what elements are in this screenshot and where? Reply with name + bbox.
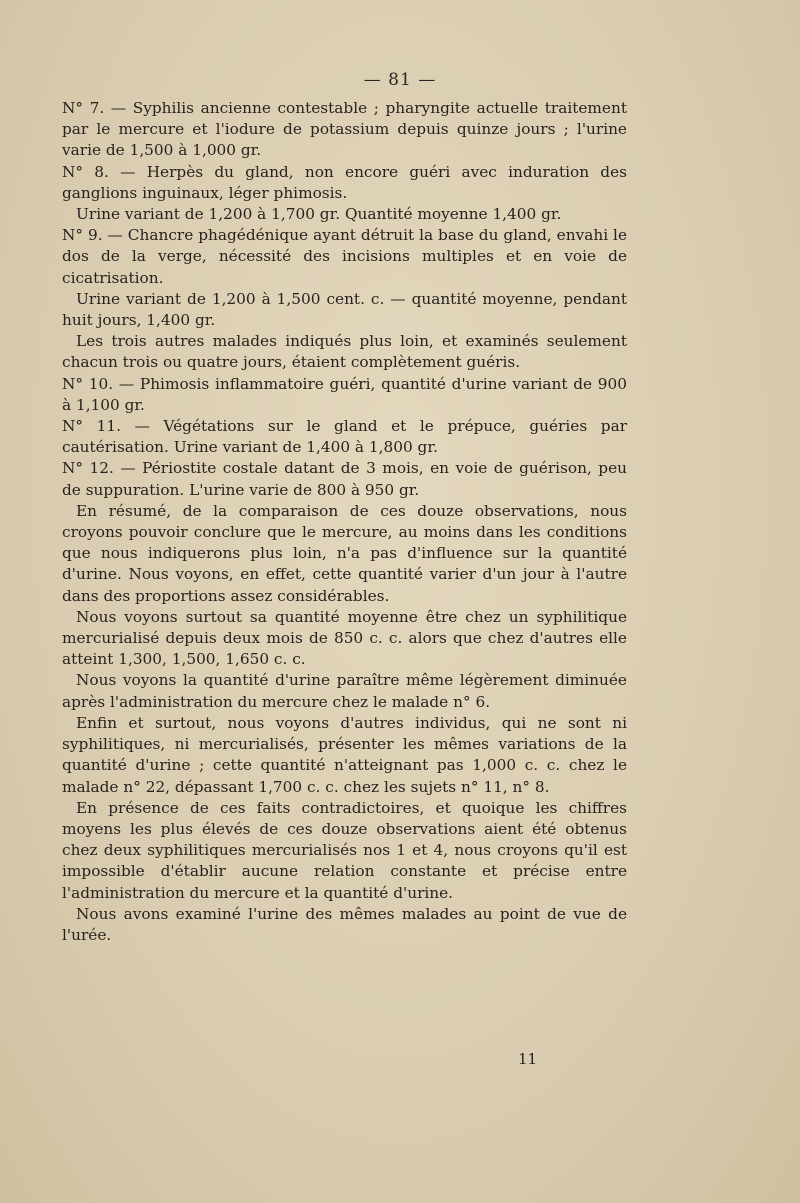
paragraph: Nous voyons la quantité d'urine paraître même légèrement diminuée après l'administration du mercure chez le malade n° 6.	[62, 671, 627, 711]
paragraph: N° 7. — Syphilis ancienne contestable ; pharyngite actuelle traitement par le mercure et l'iodure de potassium depuis quinze jours ; l'urine varie de 1,500 à 1,000 gr.	[62, 99, 627, 160]
paragraph: N° 12. — Périostite costale datant de 3 mois, en voie de guérison, peu de suppuration. L'urine varie de 800 à 950 gr.	[62, 459, 627, 499]
paragraph: N° 11. — Végétations sur le gland et le prépuce, guéries par cautérisation. Urine variant de 1,400 à 1,800 gr.	[62, 417, 627, 457]
paragraph: N° 9. — Chancre phagédénique ayant détruit la base du gland, envahi le dos de la verge, nécessité des incisions multiples et en voie de cicatrisation.	[62, 226, 627, 287]
body-text	[62, 98, 627, 946]
paragraph: Urine variant de 1,200 à 1,500 cent. c. — quantité moyenne, pendant huit jours, 1,400 gr.	[62, 289, 627, 330]
paragraph: Nous voyons surtout sa quantité moyenne être chez un syphilitique mercurialisé depuis deux mois de 850 c. c. alors que chez d'autres elle atteint 1,300, 1,500, 1,650 c. c.	[62, 607, 627, 669]
paragraph: Enfin et surtout, nous voyons d'autres individus, qui ne sont ni syphilitiques, ni mercurialisés, présenter les mêmes variations de la quantité d'urine ; cette quantité n'atteignant pas 1,000 c. c. chez le malade n° 22, dépassant 1,700 c. c. chez les sujets n° 11, n° 8.	[62, 713, 627, 796]
paragraph: En résumé, de la comparaison de ces douze observations, nous croyons pouvoir conclure que le mercure, au moins dans les conditions que nous indiquerons plus loin, n'a pas d'influence sur la quantité d'urine. Nous voyons, en effet, cette quantité varier d'un jour à l'autre dans des proportions assez considérables.	[62, 501, 627, 605]
paragraph: N° 8. — Herpès du gland, non encore guéri avec induration des ganglions inguinaux, léger phimosis.	[62, 162, 627, 202]
paragraph: Nous avons examiné l'urine des mêmes malades au point de vue de l'urée.	[62, 904, 627, 944]
signature-mark: 11	[518, 1050, 538, 1068]
page-number: — 81 —	[363, 70, 437, 90]
paragraph: Urine variant de 1,200 à 1,700 gr. Quantité moyenne 1,400 gr.	[76, 205, 562, 224]
paragraph: N° 10. — Phimosis inflammatoire guéri, quantité d'urine variant de 900 à 1,100 gr.	[62, 374, 627, 414]
paragraph: En présence de ces faits contradictoires, et quoique les chiffres moyens les plus élevés de ces douze observations aient été obtenus chez deux syphilitiques mercurialisés nos 1 et 4, nous croyons qu'il est impossible d'établir aucune relation constante et précise entre l'administration du mercure et la quantité d'urine.	[62, 798, 627, 902]
paragraph: Les trois autres malades indiqués plus loin, et examinés seulement chacun trois ou quatre jours, étaient complètement guéris.	[62, 332, 627, 372]
